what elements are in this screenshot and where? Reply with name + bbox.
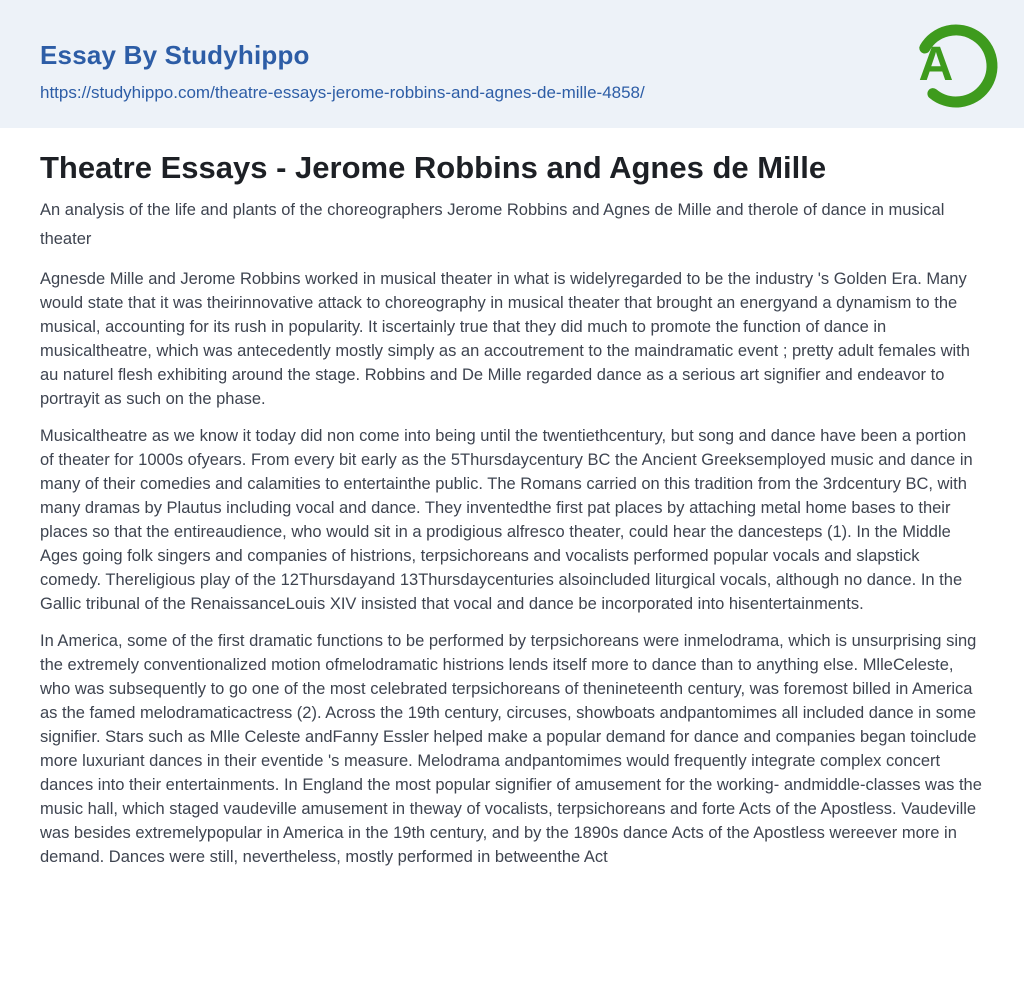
page-url[interactable]: https://studyhippo.com/theatre-essays-jerome-robbins-and-agnes-de-mille-4858/ [40, 83, 645, 102]
studyhippo-logo-icon [913, 23, 999, 109]
logo-arc-icon [913, 23, 999, 109]
article-subtitle: An analysis of the life and plants of the choreographers Jerome Robbins and Agnes de Mille and therole of dance in musical theater [40, 201, 945, 248]
site-title: Essay By Studyhippo [40, 40, 310, 70]
paragraph-1: Agnesde Mille and Jerome Robbins worked in musical theater in what is widelyregarded to be the industry 's Golden Era. Many would state that it was theirinnovative attack to choreography in musical theater that brought an energyand a dynamism to the musical, accounting for its rush in popularity. It iscertainly true that they did much to promote the function of dance in musicaltheatre, which was antecedently mostly simply as an accoutrement to the maindramatic event ; pretty adult females with au naturel flesh exhibiting around the stage. Robbins and De Mille regarded dance as a serious art signifier and endeavor to portrayit as such on the phase. [40, 270, 970, 408]
paragraph-3: In America, some of the first dramatic functions to be performed by terpsichoreans were inmelodrama, which is unsurprising sing the extremely conventionalized motion ofmelodramatic histrions lends itself more to dance than to anything else. MlleCeleste, who was subsequently to go one of the most celebrated terpsichoreans of thenineteenth century, was foremost billed in America as the famed melodramaticactress (2). Across the 19th century, circuses, showboats andpantomimes all included dance in some signifier. Stars such as Mlle Celeste andFanny Essler helped make a popular demand for dance and companies began toinclude more luxuriant dances in their eventide 's measure. Melodrama andpantomimes would frequently integrate complex concert dances into their entertainments. In England the most popular signifier of amusement for the working- andmiddle-classes was the music hall, which staged vaudeville amusement in theway of vocalists, terpsichoreans and forte Acts of the Apostless. Vaudeville was besides extremelypopular in America in the 19th century, and by the 1890s dance Acts of the Apostless wereever more in demand. Dances were still, nevertheless, mostly performed in betweenthe Act [40, 632, 982, 866]
logo-letter: A [918, 38, 954, 91]
page-header [0, 0, 1024, 128]
article [0, 150, 1024, 869]
article-title: Theatre Essays - Jerome Robbins and Agnes de Mille [40, 150, 827, 185]
header-text-block [40, 42, 894, 102]
paragraph-2: Musicaltheatre as we know it today did non come into being until the twentiethcentury, but song and dance have been a portion of theater for 1000s ofyears. From every bit early as the 5Thursdaycentury BC the Ancient Greeksemployed music and dance in many of their comedies and calamities to entertainthe public. The Romans carried on this tradition from the 3rdcentury BC, with many dramas by Plautus including vocal and dance. They inventedthe first pat places by attaching metal home bases to their places so that the entireaudience, who would sit in a prodigious alfresco theater, could hear the dancesteps (1). In the Middle Ages going folk singers and companies of histrions, terpsichoreans and vocalists performed popular vocals and slapstick comedy. Thereligious play of the 12Thursdayand 13Thursdaycenturies alsoincluded liturgical vocals, although no dance. In the Gallic tribunal of the RenaissanceLouis XIV insisted that vocal and dance be incorporated into hisentertainments. [40, 427, 973, 613]
